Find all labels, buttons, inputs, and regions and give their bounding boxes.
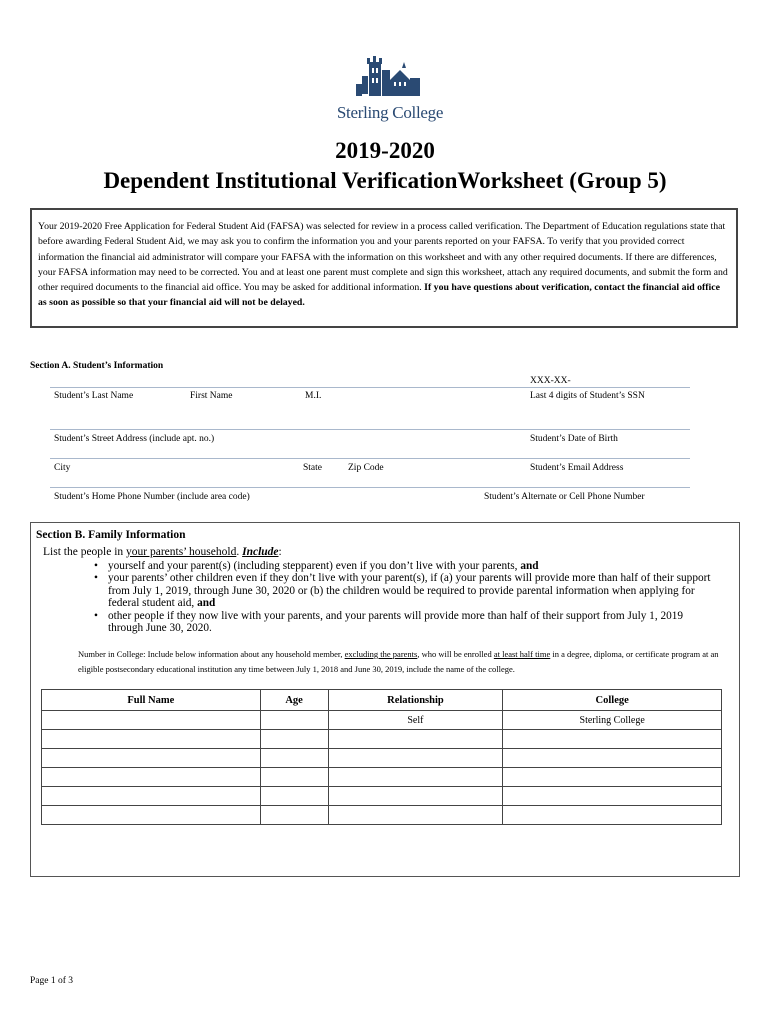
cell-relationship[interactable]: [328, 749, 503, 768]
ssn-prefix: XXX-XX-: [530, 376, 571, 386]
cell-age[interactable]: [260, 749, 328, 768]
include-list: [94, 560, 718, 635]
state-label: State: [303, 463, 322, 473]
intro-box: [30, 208, 738, 328]
header-relationship: Relationship: [328, 690, 503, 711]
intro-bold-text: If you have questions about verification, contact the financial aid office as soon as possible so that your financial aid will not be delayed.: [38, 282, 720, 309]
dob-label: Student’s Date of Birth: [530, 434, 618, 444]
intro-text: Your 2019-2020 Free Application for Federal Student Aid (FAFSA) was selected for review in a process called verification. The Department of Education regulations state that before awarding Federal Student Aid, we may ask you to confirm the information you and your parents reported on your FAFSA. To verify that you provided correct information the financial aid administrator will compare your FAFSA with the information on this worksheet and with any other required documents. If there are differences, your FAFSA information may need to be corrected. You and at least one parent must complete and sign this worksheet, attach any required documents, and submit the form and other required documents to the financial aid office. You may be asked for additional information.: [38, 221, 728, 294]
title-year: 2019-2020: [335, 138, 435, 163]
list-item: [94, 560, 718, 572]
note-part-b: , who will be enrolled: [417, 649, 494, 659]
household-intro-suffix: .: [236, 546, 243, 558]
table-row: [42, 711, 722, 730]
cell-age[interactable]: [260, 787, 328, 806]
cell-relationship[interactable]: Self: [328, 711, 503, 730]
table-row: [42, 768, 722, 787]
bullet-icon: •: [94, 560, 98, 572]
address-line[interactable]: [50, 429, 690, 430]
cell-college[interactable]: [503, 730, 722, 749]
note-part-a: Number in College: Include below information about any household member,: [78, 649, 345, 659]
zip-label: Zip Code: [348, 463, 384, 473]
phone-line[interactable]: [50, 487, 690, 488]
bullet-3-text: other people if they now live with your parents, and your parents will provide more than half of their support from July 1, 2019 through June 30, 2020.: [108, 609, 684, 635]
note-part-c: in a degree, diploma, or certificate program at an eligible postsecondary educational institution any time between July 1, 2018 and June 30, 2019, include the name of the college.: [78, 649, 719, 674]
table-row: [42, 787, 722, 806]
household-intro: [43, 546, 282, 558]
cell-full-name[interactable]: [42, 787, 261, 806]
bullet-1-bold: and: [520, 560, 539, 572]
household-intro-prefix: List the people in: [43, 546, 127, 558]
cell-relationship[interactable]: [328, 806, 503, 825]
page-number: Page 1 of 3: [30, 976, 74, 986]
cell-age[interactable]: [260, 711, 328, 730]
cell-relationship[interactable]: [328, 768, 503, 787]
note-underline-2: at least half time: [493, 649, 551, 659]
cell-relationship[interactable]: [328, 787, 503, 806]
name-ssn-line[interactable]: [50, 387, 690, 388]
cell-full-name[interactable]: [42, 749, 261, 768]
cell-full-name[interactable]: [42, 806, 261, 825]
cell-college[interactable]: [503, 806, 722, 825]
email-label: Student’s Email Address: [530, 463, 624, 473]
bullet-icon: •: [94, 609, 98, 622]
cell-relationship[interactable]: [328, 730, 503, 749]
include-word: Include: [242, 546, 279, 558]
cell-college[interactable]: [503, 749, 722, 768]
mi-label: M.I.: [305, 391, 322, 401]
last-name-label: Student’s Last Name: [54, 391, 134, 401]
note-underline-1: excluding the parents: [344, 649, 418, 659]
cell-college[interactable]: Sterling College: [503, 711, 722, 730]
cell-age[interactable]: [260, 806, 328, 825]
list-item: [94, 572, 718, 610]
header-full-name: Full Name: [42, 690, 261, 711]
first-name-label: First Name: [190, 391, 233, 401]
table-row: [42, 749, 722, 768]
household-intro-underlined: your parents’ household: [126, 546, 237, 558]
family-table: [41, 689, 722, 825]
number-in-college-note: [78, 647, 728, 677]
cell-age[interactable]: [260, 730, 328, 749]
cell-college[interactable]: [503, 787, 722, 806]
section-a-title: Section A. Student’s Information: [30, 361, 164, 371]
include-colon: :: [278, 546, 282, 558]
section-b-title: Section B. Family Information: [36, 529, 186, 541]
ssn-label: Last 4 digits of Student’s SSN: [530, 391, 645, 401]
cell-age[interactable]: [260, 768, 328, 787]
table-header-row: [42, 690, 722, 711]
bullet-2-bold: and: [197, 597, 216, 610]
home-phone-label: Student’s Home Phone Number (include area code): [54, 492, 250, 502]
list-item: [94, 609, 718, 635]
cell-full-name[interactable]: [42, 768, 261, 787]
city-line[interactable]: [50, 458, 690, 459]
city-label: City: [54, 463, 71, 473]
cell-college[interactable]: [503, 768, 722, 787]
header-college: College: [503, 690, 722, 711]
page-title: Dependent Institutional VerificationWorksheet (Group 5): [103, 168, 667, 193]
cell-full-name[interactable]: [42, 711, 261, 730]
table-row: [42, 730, 722, 749]
header-age: Age: [260, 690, 328, 711]
table-row: [42, 806, 722, 825]
bullet-2-text: your parents’ other children even if they don’t live with your parent(s), if (a) your parents will provide more than half of their support from July 1, 2019, through June 30, 2020 or (b) the children would be required to provide parental information when applying for federal student aid,: [108, 572, 711, 610]
cell-phone-label: Student’s Alternate or Cell Phone Number: [484, 492, 645, 502]
bullet-icon: •: [94, 572, 98, 585]
street-label: Student’s Street Address (include apt. no.): [54, 434, 215, 444]
bullet-1-text: yourself and your parent(s) (including stepparent) even if you don’t live with your parents,: [108, 560, 521, 572]
logo-text: Sterling College: [336, 103, 444, 122]
cell-full-name[interactable]: [42, 730, 261, 749]
